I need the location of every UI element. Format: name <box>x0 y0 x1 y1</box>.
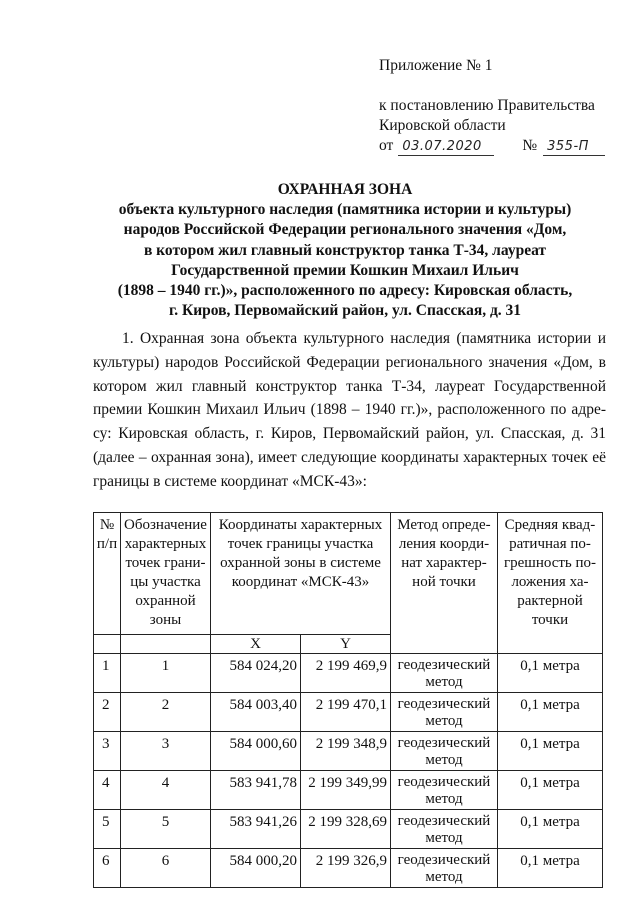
handwritten-number: 355-П <box>543 139 605 156</box>
cell-y: 2 199 470,1 <box>301 693 391 732</box>
header-method <box>391 513 498 654</box>
cell-method <box>391 771 498 810</box>
cell-y: 2 199 328,69 <box>301 810 391 849</box>
header-point-line: зоны <box>149 612 182 628</box>
method-line: геодезический <box>397 735 491 751</box>
table-header-row <box>94 513 603 635</box>
document-title <box>60 180 630 321</box>
cell-method <box>391 810 498 849</box>
body-paragraph <box>93 327 606 494</box>
paragraph-line: культуры) народов Российской Федерации регионального значения «Дом, в <box>93 353 606 371</box>
header-method-line: ной точки <box>412 574 476 590</box>
paragraph-line: премии Кошкин Михаил Ильич (1898 – 1940 гг.)», расположенного по адре- <box>93 401 606 419</box>
cell-num: 5 <box>94 810 121 849</box>
title-line: в котором жил главный конструктор танка Т-34, лауреат <box>143 241 547 259</box>
cell-y: 2 199 326,9 <box>301 849 391 888</box>
cell-point: 1 <box>121 654 211 693</box>
appendix-region-line: Кировской области <box>379 117 506 134</box>
title-line: народов Российской Федерации регионального значения «Дом, <box>123 221 567 239</box>
header-x: X <box>211 635 301 654</box>
header-point-line: охранной <box>135 593 196 609</box>
header-point-line: Обозначение <box>124 517 207 533</box>
appendix-resolution-line: к постановлению Правительства <box>379 97 595 114</box>
cell-y: 2 199 469,9 <box>301 654 391 693</box>
appendix-date-number-row <box>379 136 605 156</box>
method-line: геодезический <box>397 852 491 868</box>
cell-error: 0,1 метра <box>498 654 603 693</box>
header-error-line: ратичная по- <box>509 536 591 552</box>
cell-method <box>391 849 498 888</box>
title-line: Государственной премии Кошкин Михаил Ильич <box>171 261 519 279</box>
method-line: метод <box>425 830 463 846</box>
cell-method <box>391 654 498 693</box>
paragraph-line: котором жил главный конструктор танка Т-34, лауреат Государственной <box>93 377 606 395</box>
table-row <box>94 654 603 693</box>
header-num-line: п/п <box>96 536 118 552</box>
coordinates-table <box>93 512 603 888</box>
method-line: геодезический <box>397 813 491 829</box>
date-prefix: от <box>379 137 394 154</box>
header-error-line: ложения ха- <box>511 574 589 590</box>
method-line: метод <box>425 869 463 885</box>
cell-error: 0,1 метра <box>498 810 603 849</box>
appendix-block <box>379 56 605 156</box>
title-line: г. Киров, Первомайский район, ул. Спасская, д. 31 <box>168 302 522 320</box>
header-error-line: рактерной <box>517 593 583 609</box>
method-line: геодезический <box>397 657 491 673</box>
cell-point: 5 <box>121 810 211 849</box>
header-point-line: цы участка <box>130 574 201 590</box>
cell-x: 584 003,40 <box>211 693 301 732</box>
table-row <box>94 849 603 888</box>
header-method-line: Метод опреде- <box>397 517 491 533</box>
header-coords-line: точек границы участка <box>227 536 374 552</box>
header-coords-line: координат «МСК-43» <box>231 574 370 590</box>
header-coords-line: Координаты характерных <box>218 517 383 533</box>
cell-x: 584 000,20 <box>211 849 301 888</box>
paragraph-line: 1. Охранная зона объекта культурного наследия (памятника истории и <box>122 330 606 347</box>
table-row <box>94 732 603 771</box>
cell-x: 583 941,26 <box>211 810 301 849</box>
cell-method <box>391 732 498 771</box>
header-point-line: точек грани- <box>125 555 206 571</box>
cell-error: 0,1 метра <box>498 849 603 888</box>
number-prefix: № <box>522 137 538 154</box>
table-row <box>94 693 603 732</box>
table-row <box>94 771 603 810</box>
header-error-line: грешность по- <box>503 555 597 571</box>
cell-method <box>391 693 498 732</box>
method-line: метод <box>425 752 463 768</box>
cell-point: 2 <box>121 693 211 732</box>
header-point-line: характерных <box>124 536 207 552</box>
cell-x: 584 024,20 <box>211 654 301 693</box>
header-y: Y <box>301 635 391 654</box>
cell-error: 0,1 метра <box>498 771 603 810</box>
header-error <box>498 513 603 654</box>
header-error-line: Средняя квад- <box>504 517 596 533</box>
cell-point: 6 <box>121 849 211 888</box>
handwritten-date: 03.07.2020 <box>398 139 494 156</box>
paragraph-line: су: Кировская область, г. Киров, Первомайский район, ул. Спасская, д. 31 <box>93 425 606 443</box>
header-coords-line: охранной зоны в системе <box>220 555 381 571</box>
cell-error: 0,1 метра <box>498 732 603 771</box>
header-error-line: точки <box>531 612 569 628</box>
cell-num: 4 <box>94 771 121 810</box>
method-line: геодезический <box>397 696 491 712</box>
header-method-line: ления коорди- <box>398 536 490 552</box>
cell-x: 584 000,60 <box>211 732 301 771</box>
method-line: метод <box>425 713 463 729</box>
appendix-title: Приложение № 1 <box>379 57 493 74</box>
title-line: объекта культурного наследия (памятника истории и культуры) <box>118 201 572 219</box>
header-num-line: № <box>99 517 115 533</box>
cell-point: 4 <box>121 771 211 810</box>
cell-x: 583 941,78 <box>211 771 301 810</box>
cell-num: 6 <box>94 849 121 888</box>
header-point-blank <box>121 635 211 654</box>
table-row <box>94 810 603 849</box>
method-line: метод <box>425 791 463 807</box>
paragraph-line: (далее – охранная зона), имеет следующие координаты характерных точек её <box>93 448 606 466</box>
cell-num: 3 <box>94 732 121 771</box>
title-line: (1898 – 1940 гг.)», расположенного по адресу: Кировская область, <box>117 282 573 300</box>
paragraph-line: границы в системе координат «МСК-43»: <box>93 472 367 490</box>
header-num <box>94 513 121 635</box>
method-line: метод <box>425 674 463 690</box>
method-line: геодезический <box>397 774 491 790</box>
cell-y: 2 199 349,99 <box>301 771 391 810</box>
cell-num: 2 <box>94 693 121 732</box>
cell-point: 3 <box>121 732 211 771</box>
cell-error: 0,1 метра <box>498 693 603 732</box>
header-coordinates <box>211 513 391 635</box>
title-main: ОХРАННАЯ ЗОНА <box>277 181 413 198</box>
header-method-line: нат характер- <box>401 555 487 571</box>
cell-y: 2 199 348,9 <box>301 732 391 771</box>
header-point <box>121 513 211 635</box>
header-num-blank <box>94 635 121 654</box>
cell-num: 1 <box>94 654 121 693</box>
